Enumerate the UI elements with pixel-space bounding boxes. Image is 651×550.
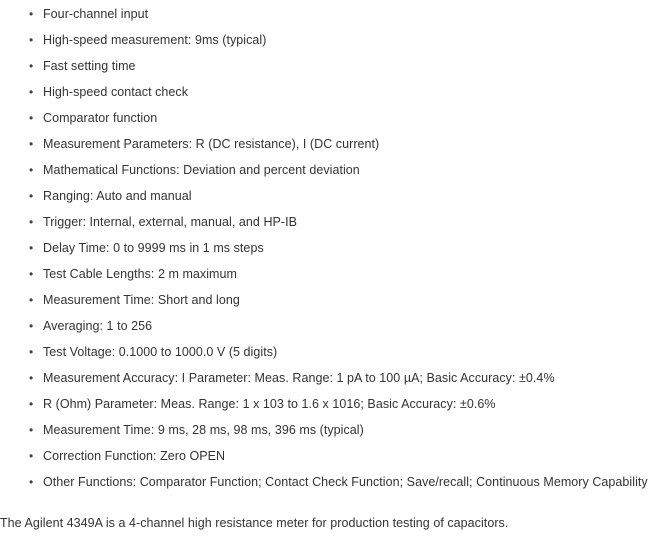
list-item (0, 157, 651, 183)
list-item (0, 27, 651, 53)
list-item (0, 235, 651, 261)
feature-text: Four-channel input (43, 7, 149, 21)
bullet-icon: • (29, 241, 34, 255)
bullet-icon: • (29, 7, 34, 21)
bullet-icon: • (29, 293, 34, 307)
bullet-icon: • (29, 85, 34, 99)
feature-text: Averaging: 1 to 256 (43, 319, 153, 333)
bullet-icon: • (29, 423, 34, 437)
bullet-icon: • (29, 267, 34, 281)
bullet-icon: • (29, 397, 34, 411)
feature-text: Fast setting time (43, 59, 136, 73)
list-item (0, 105, 651, 131)
bullet-icon: • (29, 319, 34, 333)
feature-text: Ranging: Auto and manual (43, 189, 192, 203)
list-item (0, 287, 651, 313)
feature-text: Delay Time: 0 to 9999 ms in 1 ms steps (43, 241, 264, 255)
feature-text: Measurement Parameters: R (DC resistance), I (DC current) (43, 137, 380, 151)
list-item (0, 391, 651, 417)
feature-text: High-speed measurement: 9ms (typical) (43, 33, 267, 47)
feature-text: Comparator function (43, 111, 158, 125)
feature-text: Trigger: Internal, external, manual, and HP-IB (43, 215, 298, 229)
feature-text: R (Ohm) Parameter: Meas. Range: 1 x 103 to 1.6 x 1016; Basic Accuracy: ±0.6% (43, 397, 496, 411)
bullet-icon: • (29, 371, 34, 385)
bullet-icon: • (29, 345, 34, 359)
bullet-icon: • (29, 475, 34, 489)
list-item (0, 469, 651, 495)
feature-text: Other Functions: Comparator Function; Contact Check Function; Save/recall; Continuous Memory Capability (43, 475, 648, 489)
list-item (0, 313, 651, 339)
list-item (0, 53, 651, 79)
bullet-icon: • (29, 215, 34, 229)
list-item (0, 261, 651, 287)
feature-text: Correction Function: Zero OPEN (43, 449, 226, 463)
bullet-icon: • (29, 111, 34, 125)
product-summary: The Agilent 4349A is a 4-channel high resistance meter for production testing of capacitors. (0, 516, 509, 530)
feature-text: Test Voltage: 0.1000 to 1000.0 V (5 digits) (43, 345, 278, 359)
feature-text: Measurement Accuracy: I Parameter: Meas. Range: 1 pA to 100 µA; Basic Accuracy: ±0.4% (43, 371, 555, 385)
feature-text: Mathematical Functions: Deviation and percent deviation (43, 163, 360, 177)
list-item (0, 443, 651, 469)
feature-text: High-speed contact check (43, 85, 189, 99)
bullet-icon: • (29, 449, 34, 463)
bullet-icon: • (29, 189, 34, 203)
feature-list (0, 1, 651, 495)
feature-text: Measurement Time: 9 ms, 28 ms, 98 ms, 396 ms (typical) (43, 423, 364, 437)
list-item (0, 183, 651, 209)
bullet-icon: • (29, 137, 34, 151)
list-item (0, 339, 651, 365)
bullet-icon: • (29, 163, 34, 177)
bullet-icon: • (29, 59, 34, 73)
list-item (0, 131, 651, 157)
list-item (0, 79, 651, 105)
list-item (0, 365, 651, 391)
list-item (0, 417, 651, 443)
feature-text: Test Cable Lengths: 2 m maximum (43, 267, 237, 281)
list-item (0, 1, 651, 27)
bullet-icon: • (29, 33, 34, 47)
list-item (0, 209, 651, 235)
feature-text: Measurement Time: Short and long (43, 293, 240, 307)
